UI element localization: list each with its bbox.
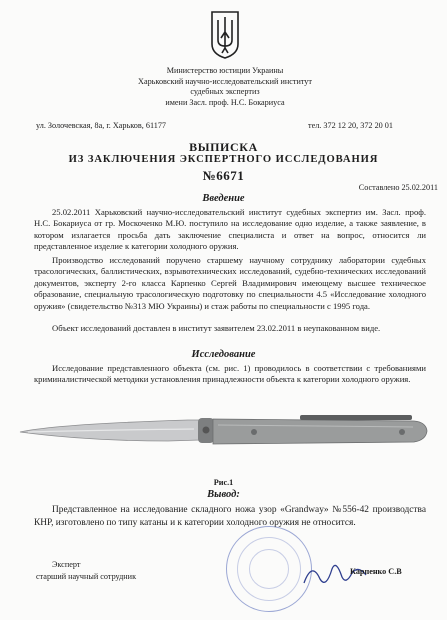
institute-name-line2: судебных экспертиз <box>190 87 260 97</box>
intro-heading: Введение <box>202 193 245 204</box>
trident-emblem-icon <box>209 8 241 60</box>
document-date: Составлено 25.02.2011 <box>358 183 438 192</box>
institute-phone: тел. 372 12 20, 372 20 01 <box>308 121 393 130</box>
institute-name-line1: Харьковский научно-исследовательский институт <box>138 76 312 86</box>
research-paragraph: Исследование представленного объекта (см. рис. 1) проводилось в соответствии с требованиями криминалистической методики установления принадлежности объекта к категории холодного оружия. <box>34 363 426 385</box>
conclusion-paragraph: Представленное на исследование складного ножа узор «Grandway» №556-42 производства КНР, изготовлено по типу катаны и к категории холодного оружия не относится. <box>34 505 426 528</box>
figure-caption: Рис.1 <box>213 478 234 487</box>
document-subtitle: ИЗ ЗАКЛЮЧЕНИЯ ЭКСПЕРТНОГО ИССЛЕДОВАНИЯ <box>68 154 379 165</box>
intro-paragraph-1: 25.02.2011 Харьковский научно-исследовательский институт судебных экспертиз им. Засл. проф. Н.С. Бокариуса от гр. Москоченко М.Ю. поступило на исследование одно изделие, а также заявление, в котором излагается просьба дать заключение специалиста и ответ на вопрос, относится ли представленное изделие к категории холодного оружия. <box>34 207 426 252</box>
institute-name-line3: имени Засл. проф. Н.С. Бокариуса <box>165 97 285 107</box>
conclusion-heading: Вывод: <box>207 489 240 500</box>
signer-role-title: старший научный сотрудник <box>36 572 137 581</box>
document-number: №6671 <box>202 168 245 183</box>
ministry-name: Министерство юстиции Украины <box>166 66 284 75</box>
signer-name: Карпенко С.В <box>350 567 402 576</box>
knife-photo <box>18 400 432 470</box>
intro-paragraph-3: Объект исследований доставлен в институт заявителем 23.02.2011 в неупакованном виде. <box>52 323 381 333</box>
document-title: ВЫПИСКА <box>189 140 258 154</box>
institute-address: ул. Золочевская, 8а, г. Харьков, 61177 <box>36 121 167 130</box>
research-heading: Исследование <box>191 349 256 360</box>
signer-role-expert: Эксперт <box>52 560 81 569</box>
intro-paragraph-2: Производство исследований поручено старшему научному сотруднику лаборатории судебных трасологических, баллистических, взрывотехнических исследований, судебно-технических исследований документов, эксперту 2-го класса Карпенко Сергей Владимирович имеющему высшее техническое образование, специальную трасологическую подготовку по специальности 4.5 «Исследование холодного оружия» (свидетельство №313 МЮ Украины) и стаж работы по специальности с 1995 года. <box>34 255 426 311</box>
